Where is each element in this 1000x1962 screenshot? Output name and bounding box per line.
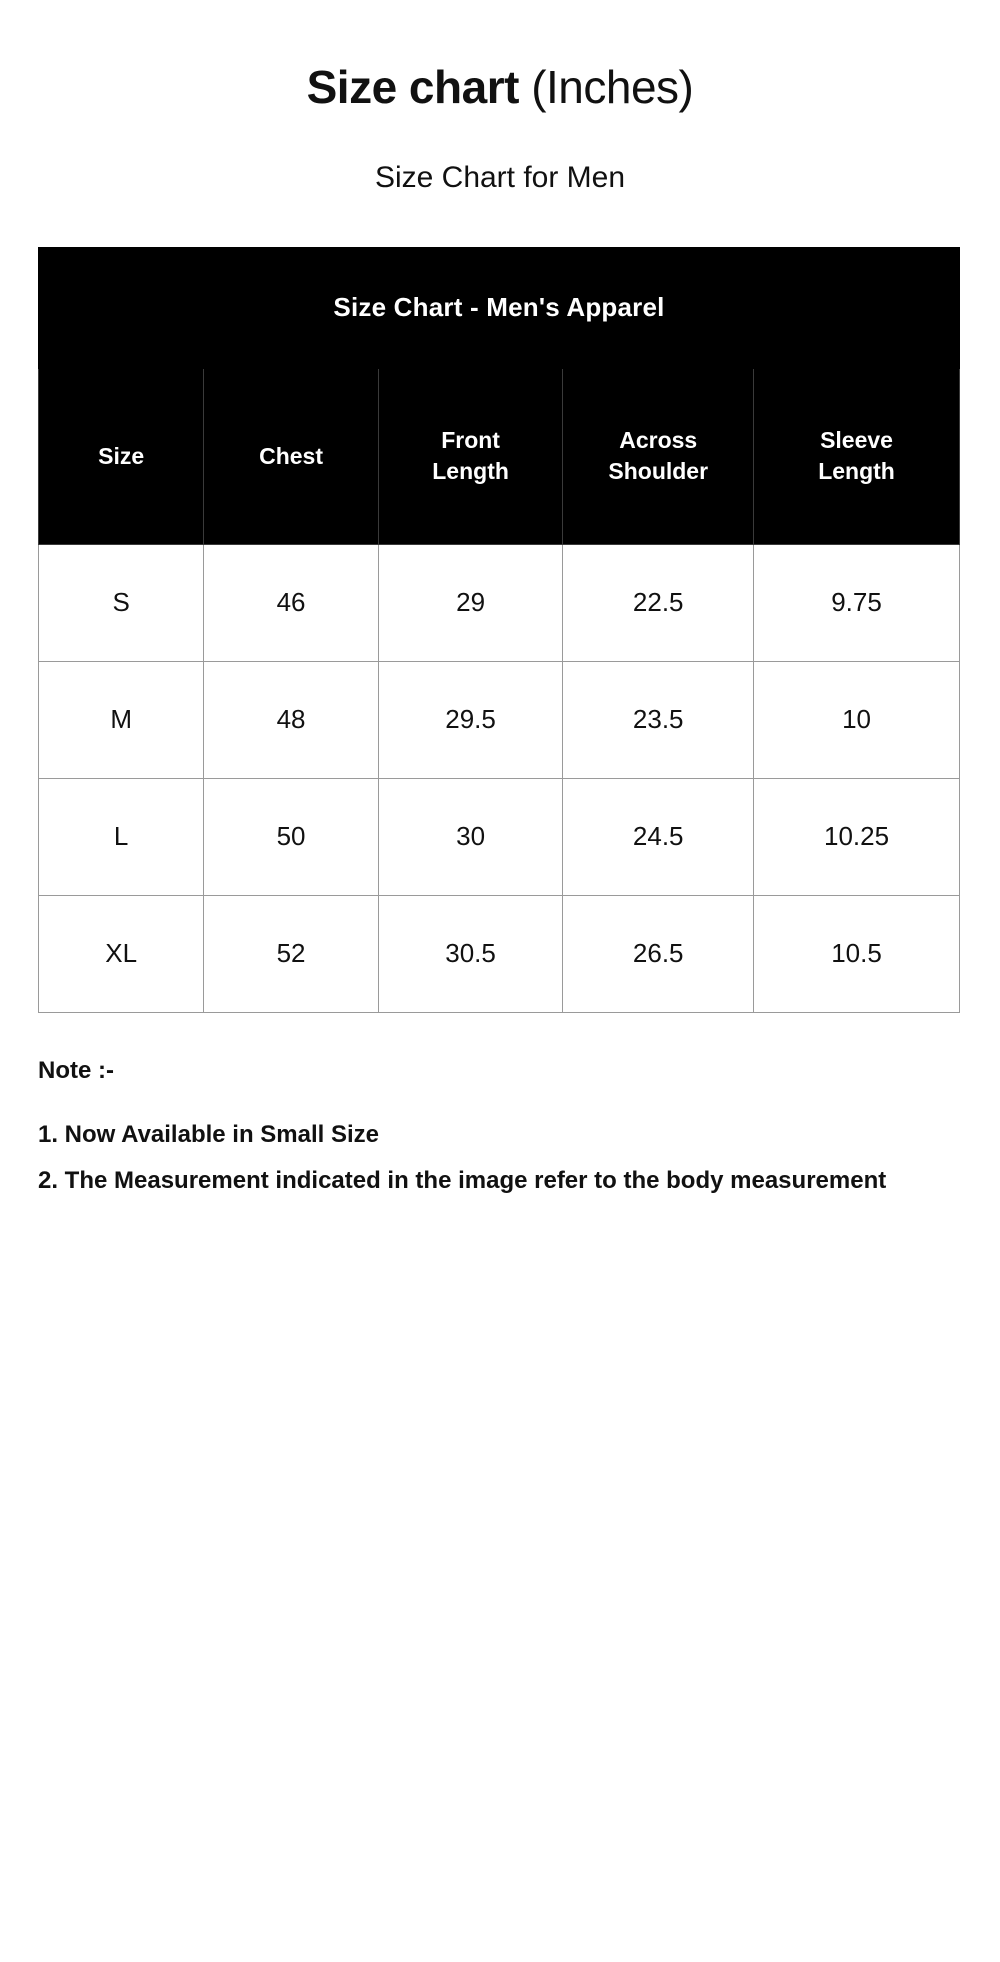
size-chart-page <box>0 62 1000 1962</box>
notes-heading: Note :- <box>38 1056 114 1084</box>
size-chart-table-wrapper <box>38 247 960 1013</box>
cell-sleeve-length: 10.5 <box>754 895 960 1012</box>
table-row <box>39 661 960 778</box>
column-header-across-shoulder <box>563 368 754 544</box>
cell-sleeve-length: 9.75 <box>754 544 960 661</box>
cell-front-length: 29 <box>378 544 563 661</box>
column-header-chest-line1: Chest <box>259 442 323 469</box>
column-header-chest <box>204 368 378 544</box>
cell-front-length: 30 <box>378 778 563 895</box>
cell-front-length: 29.5 <box>378 661 563 778</box>
column-header-size-line1: Size <box>98 442 145 469</box>
cell-front-length: 30.5 <box>378 895 563 1012</box>
cell-across-shoulder: 23.5 <box>563 661 754 778</box>
page-title-unit: (Inches) <box>531 61 694 113</box>
cell-size: L <box>39 778 204 895</box>
column-header-front-length-line2: Length <box>432 458 509 485</box>
column-header-sleeve-length-line2: Length <box>818 458 895 485</box>
cell-sleeve-length: 10.25 <box>754 778 960 895</box>
cell-size: XL <box>39 895 204 1012</box>
notes-section <box>38 1057 938 1199</box>
cell-across-shoulder: 26.5 <box>563 895 754 1012</box>
size-chart-table <box>38 247 960 1013</box>
table-row <box>39 778 960 895</box>
column-header-front-length-line1: Front <box>441 427 500 454</box>
cell-size: M <box>39 661 204 778</box>
column-header-front-length <box>378 368 563 544</box>
cell-size: S <box>39 544 204 661</box>
cell-chest: 46 <box>204 544 378 661</box>
cell-sleeve-length: 10 <box>754 661 960 778</box>
table-banner-cell: Size Chart - Men's Apparel <box>39 247 960 368</box>
column-header-sleeve-length-line1: Sleeve <box>820 427 893 454</box>
page-title-strong: Size chart <box>306 61 519 113</box>
note-item: 2. The Measurement indicated in the image refer to the body measurement <box>38 1166 887 1194</box>
column-header-across-shoulder-line1: Across <box>619 427 698 454</box>
cell-chest: 50 <box>204 778 378 895</box>
cell-across-shoulder: 22.5 <box>563 544 754 661</box>
table-row <box>39 895 960 1012</box>
table-row <box>39 544 960 661</box>
cell-chest: 48 <box>204 661 378 778</box>
page-subtitle: Size Chart for Men <box>374 160 626 194</box>
note-item: 1. Now Available in Small Size <box>38 1120 380 1148</box>
table-banner-row <box>39 247 960 368</box>
table-header-row <box>39 368 960 544</box>
column-header-sleeve-length <box>754 368 960 544</box>
cell-chest: 52 <box>204 895 378 1012</box>
column-header-across-shoulder-line2: Shoulder <box>608 458 709 485</box>
page-title <box>0 62 1000 113</box>
cell-across-shoulder: 24.5 <box>563 778 754 895</box>
column-header-size <box>39 368 204 544</box>
